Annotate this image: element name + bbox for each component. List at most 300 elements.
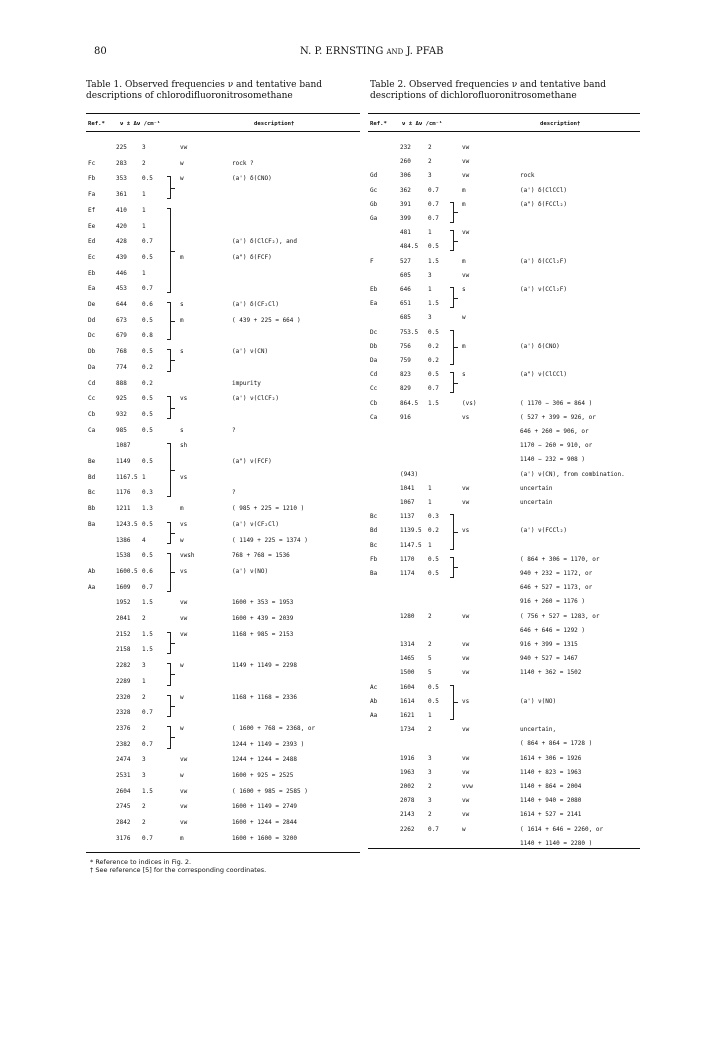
table2-cell-intensity: vw: [462, 158, 470, 166]
table2-cell-freq: 527: [400, 257, 411, 265]
table1-cell-delta: 0.7: [142, 834, 153, 842]
table2-cell-freq: 1604: [400, 683, 415, 691]
table1-brace: [167, 632, 171, 655]
table1-cell-ref: Be: [88, 458, 96, 465]
table2-cell-description: 916 + 260 = 1176 ): [520, 598, 586, 606]
table1-cell-intensity: m: [180, 253, 184, 261]
table2-cell-ref: Ca: [370, 413, 378, 421]
table2-cell-ref: Gd: [370, 172, 378, 180]
table2-cell-freq: 1147.5: [400, 541, 422, 549]
table2-cell-description: ( 1614 + 646 = 2260, or: [520, 825, 604, 833]
table2-cell-delta: 1: [428, 712, 432, 719]
table1-footnote-2: † See reference [5] for the corresponding coordinates.: [90, 866, 267, 874]
table2-cell-intensity: vs: [462, 413, 470, 421]
table2-cell-delta: 0.2: [428, 527, 439, 535]
table2-cell-freq: 2002: [400, 783, 415, 790]
table1-cell-ref: Bd: [88, 473, 96, 481]
table1-cell-freq: 985: [116, 426, 127, 434]
table1-cell-description: (a') δ(CF₂Cl): [232, 301, 279, 308]
table2-cell-delta: 1: [428, 229, 432, 237]
table2-cell-description: ( 1170 − 306 = 864 ): [520, 399, 593, 407]
table1-cell-description: ?: [232, 489, 236, 497]
table1-cell-freq: 1176: [116, 489, 131, 497]
table1-brace: [167, 302, 171, 340]
table2-cell-description: uncertain: [520, 499, 553, 506]
table1-cell-intensity: m: [180, 834, 184, 842]
table1-brace: [167, 396, 171, 419]
table1-header-description: description†: [254, 121, 295, 127]
table2-cell-ref: Da: [370, 357, 378, 364]
table1-cell-ref: Ec: [88, 253, 96, 261]
table1-cell-description: ( 1600 + 985 = 2585 ): [232, 787, 308, 795]
table2-cell-description: (a') ν(CN), from combination.: [520, 470, 625, 478]
table1-cell-description: (a') ν(CF₂Cl): [232, 520, 279, 528]
table1-cell-delta: 2: [142, 159, 146, 167]
table2-cell-freq: 2078: [400, 797, 415, 805]
table2-cell-freq: 232: [400, 144, 411, 151]
table2-cell-delta: 1: [428, 499, 432, 506]
table2-cell-freq: 1963: [400, 768, 415, 776]
table1-cell-freq: 1609: [116, 583, 131, 591]
table2-cell-delta: 2: [428, 612, 432, 620]
table2-cell-delta: 5: [428, 669, 432, 677]
table1-header-ref: Ref.*: [88, 121, 105, 127]
table2-cell-freq: 1170: [400, 555, 415, 563]
table2-cell-ref: Cb: [370, 399, 378, 407]
table1-cell-description: 1168 + 1168 = 2336: [232, 693, 298, 701]
table1-cell-freq: 2328: [116, 709, 131, 717]
table2-cell-delta: 0.5: [428, 328, 439, 336]
table1-cell-freq: 2289: [116, 677, 131, 685]
table1-cell-delta: 0.5: [142, 175, 153, 183]
table2-cell-intensity: vs: [462, 697, 470, 705]
table2-cell-freq: 1621: [400, 712, 415, 719]
table1-cell-intensity: vw: [180, 787, 188, 795]
table1-cell-intensity: w: [180, 772, 184, 779]
table2-cell-description: uncertain: [520, 484, 553, 492]
table2-cell-freq: 651: [400, 300, 411, 308]
table2-cell-freq: 2262: [400, 825, 415, 833]
table1-cell-delta: 0.7: [142, 709, 153, 717]
table2-cell-intensity: m: [462, 200, 466, 208]
table1-cell-description: 1168 + 985 = 2153: [232, 630, 294, 638]
table1-cell-delta: 0.5: [142, 348, 153, 356]
table1-cell-delta: 0.7: [142, 285, 153, 293]
table1-cell-ref: Ee: [88, 222, 96, 230]
table2-cell-ref: Cd: [370, 371, 378, 379]
table2-cell-intensity: vw: [462, 172, 470, 180]
table1-cell-delta: 1.5: [142, 599, 153, 607]
table1-cell-delta: 0.5: [142, 426, 153, 434]
table1-cell-freq: 1952: [116, 599, 131, 607]
table2-cell-delta: 2: [428, 158, 432, 166]
table2-cell-delta: 3: [428, 797, 432, 805]
table1-cell-description: (a') ν(ClCF₂): [232, 395, 279, 403]
table2-cell-delta: 0.7: [428, 200, 439, 208]
table1-cell-ref: Bb: [88, 505, 96, 513]
table1-cell-ref: Ea: [88, 285, 96, 293]
table1-cell-delta: 2: [142, 819, 146, 827]
table1-cell-ref: Ca: [88, 426, 96, 434]
table2-cell-freq: 1500: [400, 669, 415, 677]
table2-cell-freq: 864.5: [400, 399, 419, 407]
table1-brace: [167, 522, 171, 545]
table2-cell-description: 1614 + 527 = 2141: [520, 811, 582, 819]
table2-cell-intensity: vw: [462, 271, 470, 279]
table1-cell-ref: Dd: [88, 316, 96, 324]
table1-cell-ref: Bc: [88, 489, 96, 497]
table1-cell-intensity: vs: [180, 395, 188, 403]
table2-brace: [450, 202, 454, 223]
table2-cell-description: ( 864 + 864 = 1728 ): [520, 740, 593, 748]
table1-cell-intensity: s: [180, 301, 184, 308]
table1-cell-freq: 2745: [116, 803, 131, 811]
table1-cell-freq: 428: [116, 238, 127, 246]
table2-cell-ref: Gb: [370, 200, 378, 208]
table1-cell-ref: Ed: [88, 238, 96, 246]
table1-cell-delta: 3: [142, 144, 146, 151]
table1-cell-ref: Cc: [88, 395, 96, 403]
table2-cell-delta: 1: [428, 286, 432, 293]
table1-cell-description: (a') δ(CNO): [232, 175, 272, 183]
table1-cell-intensity: w: [180, 536, 184, 544]
table1-cell-description: (a') δ(ClCF₂), and: [232, 238, 298, 246]
table1-cell-description: 1600 + 353 = 1953: [232, 599, 294, 607]
table1-cell-ref: Aa: [88, 583, 96, 591]
table2-cell-intensity: (vs): [462, 399, 477, 407]
table1-cell-freq: 410: [116, 206, 127, 214]
table1-brace: [167, 208, 171, 294]
table1-cell-delta: 0.7: [142, 238, 153, 246]
table2-brace: [450, 514, 454, 549]
table2-cell-delta: 1.5: [428, 300, 439, 308]
table1-cell-delta: 0.5: [142, 253, 153, 261]
table1-cell-intensity: w: [180, 175, 184, 183]
table1-cell-ref: Cb: [88, 410, 96, 418]
table2-cell-intensity: vvw: [462, 783, 473, 790]
table1-cell-description: ( 439 + 225 = 664 ): [232, 316, 301, 324]
table1-cell-description: 1149 + 1149 = 2298: [232, 662, 298, 670]
table2-cell-freq: 1614: [400, 697, 415, 705]
table1-cell-freq: 2152: [116, 630, 131, 638]
table2-cell-freq: 481: [400, 229, 411, 237]
table2-cell-description: 916 + 399 = 1315: [520, 641, 578, 648]
table2-cell-intensity: w: [462, 825, 466, 833]
table1-cell-delta: 2: [142, 615, 146, 622]
table2-cell-delta: 0.7: [428, 825, 439, 833]
table2-cell-description: (a') ν(CCl₂F): [520, 286, 567, 293]
table1-cell-delta: 0.2: [142, 363, 153, 371]
table1-cell-freq: 1211: [116, 505, 131, 513]
table2-cell-freq: 306: [400, 172, 411, 180]
table2-cell-freq: 1174: [400, 570, 415, 577]
table1-cell-delta: 1: [142, 473, 146, 481]
table2-cell-description: (a") δ(FCCl₂): [520, 200, 567, 208]
table1-cell-intensity: vwsh: [180, 552, 195, 560]
table1-cell-freq: 925: [116, 395, 127, 403]
table2-cell-delta: 2: [428, 144, 432, 151]
table1-cell-freq: 2320: [116, 693, 131, 701]
table2-caption: Table 2. Observed frequencies ν and tentative band descriptions of dichlorofluoronitrosomethane: [370, 80, 607, 101]
table1-cell-intensity: s: [180, 426, 184, 434]
table1-cell-delta: 1.5: [142, 646, 153, 654]
table1-cell-ref: Ba: [88, 520, 96, 528]
table1-cell-intensity: vs: [180, 567, 188, 575]
table2-cell-delta: 1: [428, 541, 432, 549]
table2-cell-ref: Bc: [370, 513, 378, 521]
table1-brace: [167, 695, 171, 718]
table2-cell-delta: 0.7: [428, 186, 439, 194]
table1-brace: [167, 726, 171, 749]
table1-cell-description: impurity: [232, 379, 261, 387]
table2-top-rule: [368, 113, 640, 114]
table2-cell-freq: 391: [400, 200, 411, 208]
table2-cell-freq: 1280: [400, 612, 415, 620]
table2-cell-ref: Ea: [370, 300, 378, 308]
table2-cell-freq: 1734: [400, 726, 415, 734]
table1-cell-intensity: vs: [180, 473, 188, 481]
table1-cell-delta: 2: [142, 803, 146, 811]
table1-cell-delta: 0.7: [142, 583, 153, 591]
table2-cell-freq: 1916: [400, 754, 415, 762]
table2-cell-intensity: vw: [462, 754, 470, 762]
table1-cell-description: ( 1149 + 225 = 1374 ): [232, 536, 308, 544]
table2-cell-description: 940 + 232 = 1172, or: [520, 570, 593, 577]
table2-header-rule: [368, 131, 640, 132]
table2-cell-freq: 362: [400, 186, 411, 194]
table2-cell-intensity: vw: [462, 655, 470, 663]
table2-cell-ref: Cc: [370, 385, 378, 393]
table1-cell-intensity: vw: [180, 819, 188, 827]
table2-cell-ref: Dc: [370, 328, 378, 336]
table2-cell-description: (a') ν(NO): [520, 697, 557, 705]
table2-cell-delta: 0.7: [428, 215, 439, 222]
table1-cell-intensity: w: [180, 693, 184, 701]
table1-brace: [167, 176, 171, 199]
table1-header-rule: [86, 131, 360, 132]
table2-cell-freq: 1465: [400, 655, 415, 663]
page-number: 80: [94, 46, 107, 57]
table2-cell-delta: 0.5: [428, 243, 439, 251]
table1-cell-freq: 2474: [116, 756, 131, 764]
table1-cell-freq: 225: [116, 144, 127, 151]
table2-cell-ref: Db: [370, 342, 378, 350]
table2-cell-freq: 756: [400, 342, 411, 350]
table1-cell-ref: Eb: [88, 269, 96, 277]
table1-cell-intensity: w: [180, 662, 184, 670]
table2-brace: [450, 372, 454, 393]
table2-cell-freq: 260: [400, 158, 411, 166]
table1-cell-description: 1600 + 925 = 2525: [232, 772, 294, 779]
table1-cell-description: ?: [232, 426, 236, 434]
table1-cell-intensity: m: [180, 316, 184, 324]
table2-cell-freq: 685: [400, 314, 411, 322]
table2-cell-ref: F: [370, 257, 374, 265]
table2-cell-freq: 1314: [400, 641, 415, 648]
table2-cell-intensity: m: [462, 342, 466, 350]
table2-cell-intensity: w: [462, 314, 466, 322]
table1-cell-ref: Fb: [88, 175, 96, 183]
table1-cell-freq: 644: [116, 301, 127, 308]
table2-brace: [450, 230, 454, 251]
table1-cell-description: ( 1600 + 768 = 2368, or: [232, 724, 316, 732]
table2-cell-description: 1140 + 864 = 2004: [520, 783, 582, 790]
table1-cell-delta: 0.5: [142, 316, 153, 324]
table1-cell-ref: Dc: [88, 332, 96, 340]
table1-cell-freq: 361: [116, 191, 127, 199]
table2-cell-delta: 0.5: [428, 555, 439, 563]
table1-cell-delta: 0.5: [142, 410, 153, 418]
table2-cell-description: rock: [520, 172, 535, 180]
table1-cell-ref: Ef: [88, 206, 96, 214]
table2-cell-delta: 2: [428, 811, 432, 819]
table2-brace: [450, 330, 454, 365]
table2-cell-freq: 1041: [400, 484, 415, 492]
table2-cell-intensity: vw: [462, 797, 470, 805]
table1-cell-description: rock ?: [232, 159, 254, 167]
table1-cell-intensity: vw: [180, 599, 188, 607]
table2-header-description: description†: [540, 121, 581, 127]
running-head: N. P. ERNSTING and J. PFAB: [300, 46, 444, 57]
table1-cell-delta: 3: [142, 756, 146, 764]
table2-bottom-rule: [368, 848, 640, 849]
table2-cell-description: 646 + 646 = 1292 ): [520, 626, 586, 634]
table1-cell-freq: 1600.5: [116, 567, 138, 575]
table1-cell-delta: 0.7: [142, 740, 153, 748]
table2-cell-intensity: s: [462, 286, 466, 293]
table2-cell-freq: (943): [400, 470, 419, 478]
table2-cell-intensity: vw: [462, 144, 470, 151]
table1-cell-delta: 0.6: [142, 567, 153, 575]
table2-cell-description: (a') δ(CCl₂F): [520, 257, 567, 265]
table2-cell-intensity: m: [462, 186, 466, 194]
table1-cell-freq: 932: [116, 410, 127, 418]
table1-cell-delta: 0.5: [142, 520, 153, 528]
table1-cell-freq: 420: [116, 222, 127, 230]
table2-brace: [450, 557, 454, 578]
table1-cell-freq: 2604: [116, 787, 131, 795]
table2-cell-delta: 3: [428, 314, 432, 322]
table2-cell-description: (a') δ(CNO): [520, 342, 560, 350]
table1-cell-delta: 3: [142, 772, 146, 779]
table1-cell-freq: 2158: [116, 646, 131, 654]
table1-cell-intensity: vw: [180, 615, 188, 622]
table2-cell-ref: Ba: [370, 570, 378, 577]
table1-cell-delta: 0.6: [142, 301, 153, 308]
table2-cell-ref: Ga: [370, 215, 378, 222]
table2-cell-freq: 1139.5: [400, 527, 422, 535]
table2-cell-description: 1614 + 306 = 1926: [520, 754, 582, 762]
table2-cell-delta: 0.3: [428, 513, 439, 521]
table1-brace: [167, 663, 171, 686]
table2-cell-freq: 2143: [400, 811, 415, 819]
table1-cell-freq: 2376: [116, 724, 131, 732]
table2-cell-freq: 823: [400, 371, 411, 379]
table2-cell-ref: Fb: [370, 555, 378, 563]
table2-cell-delta: 2: [428, 783, 432, 790]
table2-cell-intensity: vw: [462, 669, 470, 677]
table2-cell-description: ( 527 + 399 = 926, or: [520, 413, 596, 421]
table1-caption: Table 1. Observed frequencies ν and tentative band descriptions of chlorodifluoronitrosomethane: [86, 80, 323, 101]
table2-cell-delta: 1.5: [428, 257, 439, 265]
table1-cell-freq: 1167.5: [116, 473, 138, 481]
table1-cell-intensity: w: [180, 724, 184, 732]
table2-cell-intensity: vw: [462, 811, 470, 819]
table1-cell-freq: 446: [116, 269, 127, 277]
table1-cell-delta: 0.5: [142, 552, 153, 560]
table2-cell-description: (a') ν(FCCl₂): [520, 527, 567, 535]
table1-cell-description: (a") ν(FCF): [232, 458, 272, 465]
table1-cell-freq: 673: [116, 316, 127, 324]
table1-cell-delta: 2: [142, 693, 146, 701]
table1-cell-ref: De: [88, 301, 96, 308]
table1-cell-description: 768 + 768 = 1536: [232, 552, 290, 560]
table1-brace: [167, 553, 171, 591]
table2-cell-description: uncertain,: [520, 726, 557, 734]
table1-cell-freq: 1149: [116, 458, 131, 465]
table2-cell-description: 646 + 527 = 1173, or: [520, 584, 593, 592]
table2-cell-delta: 0.2: [428, 357, 439, 364]
table2-brace: [450, 287, 454, 308]
table1-cell-freq: 2282: [116, 662, 131, 670]
table1-top-rule: [86, 113, 360, 114]
table2-cell-delta: 1: [428, 484, 432, 492]
table2-cell-freq: 829: [400, 385, 411, 393]
table1-cell-delta: 1.3: [142, 505, 153, 513]
table2-cell-freq: 759: [400, 357, 411, 364]
table1-cell-freq: 2842: [116, 819, 131, 827]
table2-brace: [450, 685, 454, 720]
table2-cell-description: (a") ν(ClCCl): [520, 371, 567, 379]
table2-cell-freq: 484.5: [400, 243, 419, 251]
table1-cell-description: 1244 + 1244 = 2488: [232, 756, 298, 764]
table1-brace: [167, 349, 171, 372]
table2-cell-ref: Bd: [370, 527, 378, 535]
table1-cell-intensity: vw: [180, 803, 188, 811]
table2-cell-delta: 0.5: [428, 683, 439, 691]
table2-cell-intensity: vw: [462, 641, 470, 648]
table1-cell-delta: 1: [142, 269, 146, 277]
table2-cell-freq: 1137: [400, 513, 415, 521]
table1-cell-delta: 3: [142, 662, 146, 670]
table1-cell-delta: 1: [142, 677, 146, 685]
table1-cell-freq: 1538: [116, 552, 131, 560]
table1-cell-delta: 1.5: [142, 787, 153, 795]
table2-header-freq: ν ± Δν /cm⁻¹: [402, 121, 443, 127]
table1-cell-delta: 1: [142, 222, 146, 230]
table2-cell-freq: 753.5: [400, 328, 419, 336]
table1-cell-description: 1244 + 1149 = 2393 ): [232, 740, 305, 748]
table2-cell-description: 1140 + 940 = 2080: [520, 797, 582, 805]
table1-cell-description: 1600 + 439 = 2039: [232, 615, 294, 622]
table1-header-freq: ν ± Δν /cm⁻¹: [120, 121, 161, 127]
table1-bottom-rule: [86, 852, 360, 853]
table1-cell-delta: 4: [142, 536, 146, 544]
table1-cell-freq: 1386: [116, 536, 131, 544]
table1-cell-description: 1600 + 1149 = 2749: [232, 803, 298, 811]
table2-cell-intensity: m: [462, 257, 466, 265]
table1-cell-delta: 0.5: [142, 395, 153, 403]
table1-cell-description: ( 985 + 225 = 1210 ): [232, 505, 305, 513]
table1-cell-description: 1600 + 1244 = 2844: [232, 819, 298, 827]
table2-cell-delta: 0.5: [428, 697, 439, 705]
table2-cell-delta: 3: [428, 172, 432, 180]
table2-cell-description: 646 + 260 = 906, or: [520, 428, 589, 435]
table1-cell-description: (a') ν(CN): [232, 348, 269, 356]
table1-cell-delta: 0.5: [142, 458, 153, 465]
table1-cell-freq: 2041: [116, 615, 131, 622]
table2-cell-description: 1140 − 232 = 908 ): [520, 456, 586, 464]
